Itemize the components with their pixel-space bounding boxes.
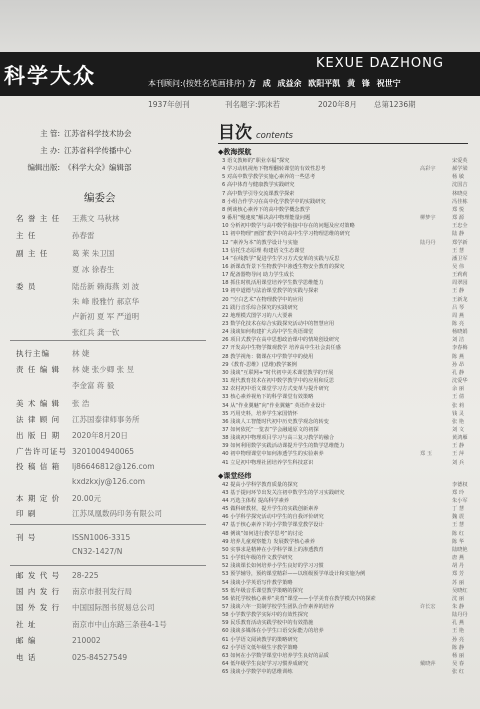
masthead-row: [16, 547, 122, 556]
sponsor-value: 《科学大众》编辑部: [64, 163, 132, 172]
toc-item-title: 39 如何利用数学实践活动课提升学生的数学思维能力: [222, 443, 345, 450]
toc-item-author: 郑 芳: [452, 571, 465, 578]
toc-item[interactable]: [222, 263, 470, 271]
masthead-label: 国 内 发 行: [16, 587, 61, 596]
toc-item-title: 55 低年级音乐课堂教学策略的探究: [222, 587, 303, 594]
toc-item[interactable]: [222, 271, 470, 279]
toc-item[interactable]: [222, 190, 470, 198]
toc-item-title: 30 浅谈“互联网+”时代初中美术课堂教学的开展: [222, 369, 334, 376]
masthead-value: 张红兵 龚一钦: [72, 328, 120, 337]
toc-item-title: 28 教学视角：微课在中学数学中的使用: [222, 353, 314, 360]
toc-item-coauthor: 陆丹丹: [420, 239, 436, 246]
toc-item-author: 李德权: [452, 481, 468, 488]
toc-item-author: 陈 华: [452, 538, 465, 545]
toc-item-title: 38 浅谈初中物理项目学习与高三复习教学的融合: [222, 435, 335, 442]
masthead-value: ISSN1006-3315: [72, 533, 131, 542]
masthead-value: 3201004940065: [72, 447, 135, 456]
masthead-row: [16, 652, 127, 663]
advisor-names: 方 成 成益余 欧阳平凯 黄 锋 祝世宁: [247, 79, 401, 88]
toc-item-title: 23 数学化技术在综合实践探究活动中的智慧应用: [222, 321, 335, 327]
masthead-value: 张 浩: [72, 399, 90, 408]
toc-item-title: 50 实事求是精神在小学科学课上的渗透教育: [222, 546, 324, 553]
masthead-label: 本 期 定 价: [16, 494, 61, 503]
toc-item-author: 沈 丽: [452, 595, 465, 602]
toc-item[interactable]: [222, 402, 470, 410]
toc-item-title: 40 初中物理课堂中如何渗透学生的实验素养: [222, 451, 324, 458]
toc-item-title: 8 小组合作学习在高中化学教学中的实践研究: [222, 198, 326, 205]
masthead-label: 社 址: [16, 620, 37, 629]
toc-item[interactable]: [222, 369, 470, 377]
sponsor-label: 编辑出版:: [27, 163, 60, 172]
masthead-value: 南京市报刊发行局: [72, 587, 132, 596]
toc-item-title: 12 “素养为本”的教学设计与实施: [222, 239, 298, 246]
toc-item-title: 35 巧用史料，培养学生家国情怀: [222, 410, 298, 417]
masthead-row: [16, 281, 139, 292]
toc-item-title: 51 小学低年级的作文教学研究: [222, 555, 293, 562]
masthead-value: 卢新初 夏 军 严道明: [72, 312, 140, 321]
toc-item[interactable]: [222, 255, 470, 263]
toc-item-author: 王 慧: [452, 247, 465, 254]
toc-item-title: 45 做科研教材，提升学生的实践创新素养: [222, 506, 319, 513]
founded-year: 1937年创刊: [148, 100, 190, 109]
toc-item-title: 19 初中道德与法治课堂教学的实践与探索: [222, 288, 319, 295]
toc-item[interactable]: [222, 513, 470, 521]
masthead-row: [16, 493, 101, 504]
toc-item-title: 53 预学辅导，预约课堂精彩——以班级预学单设计和实施为例: [222, 571, 366, 578]
toc-item-title: 20 “空白艺术”在物理教学中的应用: [222, 296, 304, 303]
toc-item-title: 41 立足初中物理社团培养学生科技意识: [222, 459, 314, 466]
toc-item-author: 王 萍: [452, 451, 465, 458]
toc-item-author: 刘 兵: [452, 459, 465, 466]
toc-item-author: 王 静: [452, 288, 465, 295]
masthead-row: [16, 508, 162, 519]
masthead-value: 江苏凤凰数码印务有限公司: [72, 509, 162, 518]
magazine-pinyin: KEXUE DAZHONG: [316, 56, 444, 71]
masthead-row: [16, 532, 130, 543]
toc-item[interactable]: [222, 279, 470, 287]
masthead-banner: [0, 52, 480, 96]
toc-item[interactable]: [222, 222, 470, 230]
sponsor-label: 主 办:: [40, 146, 60, 155]
toc-item-author: 朱 静: [452, 603, 465, 610]
toc-item-author: 吕 琴: [452, 304, 465, 311]
toc-item[interactable]: [222, 636, 470, 644]
masthead-row: [16, 635, 101, 646]
toc-item-title: 4 学习动机视角下物理翻转课堂的有效性思考: [222, 166, 326, 173]
toc-section-heading: ◆教海探航: [218, 148, 252, 156]
toc-item-author: 周翠园: [452, 280, 468, 287]
toc-item[interactable]: [222, 287, 470, 295]
toc-heading: [218, 118, 468, 143]
toc-item-author: 潘卫军: [452, 255, 468, 262]
masthead-value: 20.00元: [72, 494, 101, 503]
toc-item[interactable]: [222, 611, 470, 619]
toc-item[interactable]: [222, 230, 470, 238]
issue-number: 总第1236期: [374, 100, 416, 109]
toc-item-coauthor: 许长宏: [420, 603, 436, 610]
toc-item-author: 吴 伟: [452, 263, 465, 270]
toc-item[interactable]: [222, 644, 470, 652]
toc-item[interactable]: [222, 489, 470, 497]
toc-item-author: 黄鸿雁: [452, 435, 468, 442]
toc-title: 目次: [218, 123, 252, 143]
masthead-row: [16, 364, 134, 375]
toc-item-title: 46 小学科学探究活动中学生的自我评价研究: [222, 514, 324, 521]
toc-item[interactable]: [222, 181, 470, 189]
toc-item-title: 62 小学语文低年级生字教学策略: [222, 644, 298, 651]
toc-item-author: 杨 敏: [452, 174, 465, 181]
sponsor-label: 主 管:: [40, 129, 60, 138]
toc-item[interactable]: [222, 442, 470, 450]
toc-item-author: 郝学梁: [452, 166, 468, 173]
masthead-label: 副 主 任: [16, 249, 49, 258]
toc-item-title: 14 “在线教学”促进学生学习方式变革的实践与反思: [222, 255, 340, 262]
masthead-label: 法 律 顾 问: [16, 415, 61, 424]
toc-item[interactable]: [222, 450, 470, 458]
masthead-row: [16, 213, 119, 224]
masthead-label: 印 刷: [16, 509, 37, 518]
toc-item[interactable]: [222, 521, 470, 529]
toc-item[interactable]: [222, 353, 470, 361]
toc-item-title: 26 项目式教学在高中思想政治课中的情境创设研究: [222, 337, 340, 344]
toc-item[interactable]: [222, 239, 470, 247]
toc-item[interactable]: [222, 206, 470, 214]
masthead-row: [16, 264, 114, 275]
toc-item-title: 65 浅谈小学数学中的思维训练: [222, 669, 293, 676]
toc-item-author: 王莉莉: [452, 272, 468, 279]
toc-item-author: 张 红: [452, 669, 465, 676]
toc-item[interactable]: [222, 579, 470, 587]
toc-item-title: 13 信托生态原理 构建语文生态课堂: [222, 247, 305, 254]
toc-item[interactable]: [222, 554, 470, 562]
toc-item-author: 刘 文: [452, 426, 465, 433]
masthead-row: [16, 461, 155, 472]
toc-item[interactable]: [222, 562, 470, 570]
toc-item-coauthor: 高彩宇: [420, 166, 436, 173]
masthead-label: 邮 编: [16, 636, 37, 645]
toc-item[interactable]: [222, 410, 470, 418]
masthead-label: 广告许可证号: [16, 447, 67, 456]
masthead-row: [16, 414, 140, 425]
masthead-value: 林 婕 张少卿 张 昱: [72, 365, 135, 374]
toc-item-title: 8 例谈核心素养下的高中数学概念教学: [222, 206, 310, 213]
sponsor-row: [20, 162, 132, 173]
toc-item[interactable]: [222, 247, 470, 255]
toc-item[interactable]: [222, 481, 470, 489]
toc-item[interactable]: [222, 538, 470, 546]
toc-item[interactable]: [222, 173, 470, 181]
masthead-label: 邮 发 代 号: [16, 571, 61, 580]
toc-item[interactable]: [222, 434, 470, 442]
toc-item-title: 16 新课改背景下生物教学中渗透生物安全教育的探究: [222, 263, 345, 270]
toc-item-author: 杨 丽: [452, 652, 465, 659]
toc-item-title: 59 民乐教育活动实践学校中的有效措施: [222, 620, 314, 627]
toc-item-author: 郑学新: [452, 239, 468, 246]
masthead-value: 2020年8月20日: [72, 431, 128, 440]
toc-item-author: 张 艳: [452, 418, 465, 425]
toc-item-author: 苏 丽: [452, 579, 465, 586]
toc-item[interactable]: [222, 165, 470, 173]
masthead-label: 名 誉 主 任: [16, 214, 61, 223]
toc-item-author: 朱小军: [452, 498, 468, 504]
toc-item-title: 33 核心素养视角下的科学课堂有效策略: [222, 394, 314, 401]
sponsor-row: [20, 145, 132, 156]
toc-item-author: 宋爱英: [452, 158, 468, 164]
masthead-value: 王燕文 马秋林: [72, 214, 120, 223]
toc-item-author: 吴 春: [452, 661, 465, 667]
masthead-value: 朱 峰 殷雅竹 郝京华: [72, 297, 140, 306]
toc-item-author: 陈 燕: [452, 353, 465, 360]
toc-item-author: 杨晓娟: [452, 329, 468, 336]
toc-item-title: 27 开发高中生物学微观教学 培养高中生社会责任感: [222, 345, 341, 352]
masthead-row: [16, 248, 114, 259]
toc-item-title: 3 语文教师的“职业幸福”探究: [222, 158, 290, 164]
calligraphy-credit: 刊名题字:郭沫若: [225, 100, 281, 109]
masthead-label: 刊 号: [16, 533, 37, 542]
sponsor-value: 江苏省科学传播中心: [64, 146, 132, 155]
masthead-value: 葛 莱 朱卫国: [72, 249, 115, 258]
toc-item[interactable]: [222, 603, 470, 611]
toc-item[interactable]: [222, 336, 470, 344]
masthead-value: lj86646812@126.com: [72, 462, 155, 471]
toc-item[interactable]: [222, 660, 470, 668]
toc-item-title: 43 基于提问环节出发关注初中数学生的学习实践研究: [222, 489, 345, 496]
sponsor-value: 江苏省科学技术协会: [64, 129, 132, 138]
toc-subtitle: contents: [256, 131, 293, 141]
toc-item[interactable]: [222, 361, 470, 369]
toc-item-author: 余 丽: [452, 386, 465, 393]
masthead-row: [16, 477, 145, 486]
masthead-value: kxdzkxjy@126.com: [72, 477, 146, 486]
masthead-value: 夏 冰 徐春生: [72, 265, 115, 274]
toc-item[interactable]: [222, 546, 470, 554]
magazine-title: 科学大众: [4, 64, 96, 88]
toc-item-author: 李春梅: [452, 345, 468, 352]
masthead-label: 投 稿 信 箱: [16, 462, 61, 471]
masthead-label: 电 话: [16, 653, 37, 662]
toc-item[interactable]: [222, 296, 470, 304]
toc-item[interactable]: [222, 328, 470, 336]
toc-item-author: 王 倩: [452, 394, 465, 401]
masthead-value: 南京市中山东路三条巷4-1号: [72, 620, 167, 629]
toc-item-title: 60 浅谈多媒体在小学生口语交际能力的培养: [222, 628, 324, 635]
masthead-value: CN32-1427/N: [72, 547, 123, 556]
masthead-value: 28-225: [72, 571, 99, 580]
toc-item-title: 54 浅谈小学英语写作教学策略: [222, 579, 293, 586]
toc-item-author: 郑 源: [452, 215, 465, 222]
toc-item-title: 52 浅谈课长如何培养小学生良好的学习习惯: [222, 563, 324, 570]
masthead-label: 责 任 编 辑: [16, 365, 61, 374]
toc-item[interactable]: [222, 418, 470, 426]
divider-line: [10, 524, 206, 525]
toc-item-author: 陆 静: [452, 231, 465, 238]
toc-item[interactable]: [222, 627, 470, 635]
masthead-row: [16, 327, 119, 338]
toc-item-title: 29《教育-思维》(思维)教学案例: [222, 361, 297, 368]
divider-line: [10, 565, 206, 566]
toc-item-title: 47 基于核心素养下的小学数学课堂教学设计: [222, 522, 324, 529]
masthead-row: [16, 348, 89, 359]
masthead-value: 陆岳新 赖海燕 刘 波: [72, 282, 140, 291]
toc-item-author: 林晓亮: [452, 190, 468, 197]
masthead-row: [16, 230, 95, 241]
divider-line: [10, 340, 206, 341]
masthead-label: 国 外 发 行: [16, 603, 61, 612]
toc-item-title: 18 抓住时机活用课堂培养学生数学思维能力: [222, 280, 324, 287]
toc-item-author: 张 莉: [452, 402, 465, 409]
masthead-value: 江苏国泰律师事务所: [72, 415, 140, 424]
toc-item-author: 陈 静: [452, 644, 465, 651]
toc-item-title: 32 农村初中语文课堂学习方式变革与提升研究: [222, 386, 329, 393]
masthead-label: 主 任: [16, 231, 37, 240]
masthead-label: 出 版 日 期: [16, 431, 61, 440]
toc-item-author: 魏 震: [452, 514, 465, 521]
toc-item-title: 49 培养儿童观察能力 发展数学核心素养: [222, 538, 315, 545]
toc-item-title: 9 番用“慢速度”解决高中物理能量问题: [222, 215, 311, 222]
toc-item-author: 钱 灵: [452, 410, 465, 417]
toc-item-author: 孙 亮: [452, 636, 465, 643]
masthead-row: [16, 619, 167, 630]
toc-item[interactable]: [222, 393, 470, 401]
toc-item-author: 沈爱华: [452, 378, 468, 385]
toc-item-author: 王 慧: [452, 522, 465, 529]
toc-item-author: 陈 亮: [452, 321, 465, 327]
masthead-row: [16, 602, 155, 613]
toc-item[interactable]: [222, 587, 470, 595]
toc-item[interactable]: [222, 304, 470, 312]
toc-item-title: 10 分析初中数学与高中数学衔接中存在的问题及应对策略: [222, 223, 355, 230]
toc-item-author: 王 艳: [452, 628, 465, 635]
issue-date: 2020年8月: [318, 100, 357, 109]
toc-item-title: 63 如何在小学数学课堂中培养学生良好的品质: [222, 652, 329, 659]
toc-item-author: 冯佳栋: [452, 198, 468, 205]
masthead-row: [16, 311, 139, 322]
toc-item-title: 31 现代教育技术在初中数学教学中的应用和反思: [222, 378, 335, 385]
toc-item[interactable]: [222, 385, 470, 393]
toc-item-title: 64 低年级学生良好学习习惯养成研究: [222, 661, 309, 667]
toc-item-author: 唐 燕: [452, 555, 465, 562]
toc-item-author: 陆晓艳: [452, 546, 468, 553]
toc-item-title: 7 高中数学引导交流课教学探索: [222, 190, 295, 197]
toc-item[interactable]: [222, 619, 470, 627]
toc-item[interactable]: [222, 344, 470, 352]
toc-item-title: 57 浅谈六年一贯制学校学生团队合作素养的培养: [222, 603, 335, 610]
toc-item-title: 56 依托学校核心素养“美育”课堂——小学美育在教学模式中的探索: [222, 595, 376, 602]
toc-item[interactable]: [222, 426, 470, 434]
toc-item-author: 孔 燕: [452, 620, 465, 627]
toc-item-title: 61 小学语文阅读教学的策略研究: [222, 636, 298, 643]
toc-item[interactable]: [222, 497, 470, 505]
toc-item[interactable]: [222, 214, 470, 222]
toc-item-author: 王忠全: [452, 223, 468, 230]
toc-item-author: 王新龙: [452, 296, 468, 303]
masthead-row: [16, 446, 134, 457]
advisor-line: [148, 78, 401, 89]
masthead-value: 孙春雷: [72, 231, 95, 240]
toc-divider: [218, 143, 468, 144]
toc-item-author: 沈国吉: [452, 182, 468, 189]
masthead-value: 025-84527549: [72, 653, 128, 662]
toc-item-title: 36 浅谈人工智能时代初中历史教学观念的转变: [222, 418, 329, 425]
masthead-label: 委 员: [16, 282, 37, 291]
toc-item[interactable]: [222, 157, 470, 165]
toc-item[interactable]: [222, 377, 470, 385]
toc-item-author: 丁 慧: [452, 506, 465, 513]
toc-item-title: 22 地理模式图学习的八大要素: [222, 312, 293, 319]
toc-item[interactable]: [222, 312, 470, 320]
masthead-row: [16, 430, 128, 441]
toc-item-title: 6 高中体育与健康教学实践研究: [222, 182, 295, 189]
masthead-value: 林 婕: [72, 349, 90, 358]
masthead-row: [16, 380, 114, 391]
toc-item[interactable]: [222, 459, 470, 467]
masthead-row: [16, 570, 99, 581]
toc-item[interactable]: [222, 198, 470, 206]
toc-item-title: 5 对高中数学教学实施心素养的一些思考: [222, 174, 316, 181]
masthead-label: 执行主编: [16, 349, 50, 358]
masthead-value: 210002: [72, 636, 101, 645]
masthead-label: 美 术 编 辑: [16, 399, 61, 408]
toc-item-author: 王 静: [452, 443, 465, 450]
toc-item[interactable]: [222, 530, 470, 538]
editorial-board-title: 编委会: [84, 192, 116, 204]
masthead-row: [16, 296, 139, 307]
toc-item-author: 周 燕: [452, 312, 465, 319]
toc-item-title: 42 提高小学科学教育质量的探究: [222, 481, 298, 488]
advisor-label: 本刊顾问:(按姓名笔画排序): [148, 79, 245, 88]
toc-item-coauthor: 柳梦宇: [420, 215, 436, 222]
toc-section-heading: ◆课堂经纬: [218, 471, 252, 480]
sponsor-row: [20, 128, 132, 139]
toc-item[interactable]: [222, 595, 470, 603]
toc-item-author: 郑 悦: [452, 206, 465, 213]
toc-item[interactable]: [222, 652, 470, 660]
masthead-row: [16, 398, 89, 409]
toc-item-title: 11 初中物理“画图”教学中的高中生学习物理思维的研究: [222, 231, 350, 238]
toc-item-author: 陈 红: [452, 530, 465, 537]
masthead-value: 李金富 蒋 毅: [72, 381, 115, 390]
toc-item-author: 孙 昂: [452, 361, 465, 368]
toc-item-title: 24 浅谈如何构建扩大高中学生英语课堂: [222, 329, 314, 336]
toc-item-author: 孔 静: [452, 369, 465, 376]
toc-item-title: 44 巧选主体程 提高科学素养: [222, 498, 289, 504]
toc-item-title: 58 小学数学教学实际中的有效性探究: [222, 612, 309, 619]
toc-item[interactable]: [222, 505, 470, 513]
toc-item[interactable]: [222, 668, 470, 676]
toc-item-author: 陆丹丹: [452, 612, 468, 619]
toc-item-title: 21 践行音乐综合探究的实践研究: [222, 304, 298, 311]
toc-item-author: 吴晓红: [452, 587, 468, 594]
toc-item[interactable]: [222, 570, 470, 578]
toc-item-title: 48 例谈“如何进行教学思考”的讨论: [222, 530, 304, 537]
toc-item-author: 刘 洁: [452, 337, 465, 344]
toc-item-author: 郑 玲: [452, 489, 465, 496]
toc-item[interactable]: [222, 320, 470, 328]
toc-item-title: 37 如何依托“一览表”学会融通原文的初探: [222, 426, 319, 433]
toc-item-coauthor: 戴晓萍: [420, 661, 436, 667]
toc-item-title: 17 配备器物导问 助力学生成长: [222, 272, 295, 279]
toc-item-title: 34 从“作业翼魅”向“作业翼魅” 英语作业设计: [222, 402, 326, 409]
masthead-value: 中国国际图书贸易总公司: [72, 603, 155, 612]
toc-item-author: 胡 丹: [452, 563, 465, 570]
masthead-row: [16, 586, 132, 597]
toc-item-coauthor: 郑 玉: [420, 451, 433, 458]
